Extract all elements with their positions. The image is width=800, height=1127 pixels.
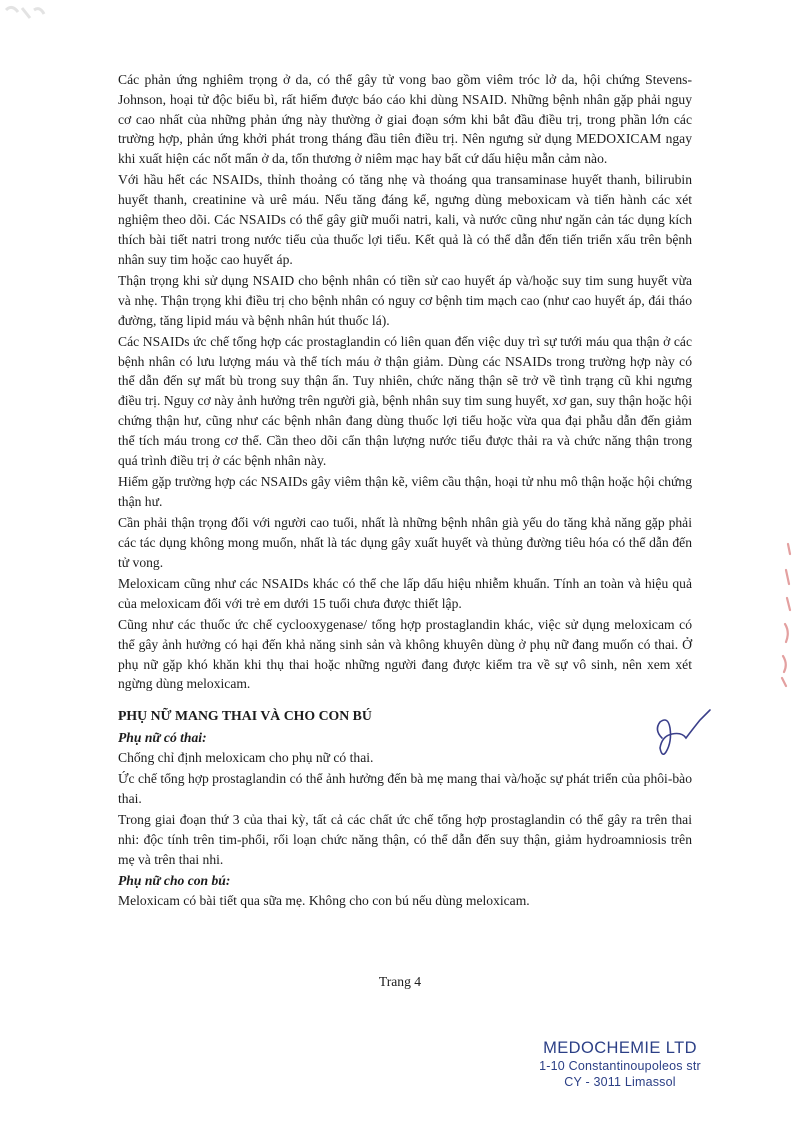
paragraph-skin-reactions: Các phản ứng nghiêm trọng ở da, có thể gây tử vong bao gồm viêm tróc lở da, hội chứng Stevens-Johnson, hoại tử độc biểu bì, rất hiếm được báo cáo khi dùng NSAID. Những bệnh nhân gặp phải nguy cơ cao nhất của những phản ứng này thường ở giai đoạn sớm khi bắt đầu điều trị, trong phần lớn các trường hợp, phản ứng khởi phát trong tháng đầu tiên điều trị. Nên ngưng sử dụng MEDOXICAM ngay khi xuất hiện các nốt mẩn ở da, tổn thương ở niêm mạc hay bất cứ dấu hiệu mẫn cảm nào.	[118, 72, 692, 167]
paragraph-hypertension: Thận trọng khi sử dụng NSAID cho bệnh nhân có tiền sử cao huyết áp và/hoặc suy tim sung huyết vừa và nhẹ. Thận trọng khi điều trị cho bệnh nhân có nguy cơ bệnh tim mạch cao (như cao huyết áp, đái tháo đường, tăng lipid máu và bệnh nhân hút thuốc lá).	[118, 272, 692, 328]
corner-scan-mark	[0, 0, 50, 34]
paragraph-breastfeeding: Meloxicam có bài tiết qua sữa mẹ. Không cho con bú nếu dùng meloxicam.	[118, 892, 530, 908]
paragraph-fertility: Cũng như các thuốc ức chế cyclooxygenase/ tổng hợp prostaglandin khác, việc sử dụng meloxicam có thể gây ảnh hưởng có hại đến khả năng sinh sản và không khuyên dùng ở phụ nữ đang muốn có thai. Ở phụ nữ gặp khó khăn khi thụ thai hoặc những người đang được kiểm tra về sự vô sinh, nên xem xét ngừng dùng meloxicam.	[118, 617, 692, 692]
stamp-address-line2: CY - 3011 Limassol	[564, 1075, 676, 1089]
page-number: Trang 4	[378, 974, 422, 989]
document-body	[118, 70, 692, 912]
margin-stamp-fragment	[770, 540, 796, 690]
subheading-pregnancy: Phụ nữ có thai:	[118, 730, 207, 745]
paragraph-nephritis: Hiếm gặp trường hợp các NSAIDs gây viêm thận kẽ, viêm cầu thận, hoại tử nhu mô thận hoặc hội chứng thận hư.	[118, 473, 692, 509]
handwritten-signature	[648, 708, 714, 760]
paragraph-pregnancy-third-trimester: Trong giai đoạn thứ 3 của thai kỳ, tất cả các chất ức chế tổng hợp prostaglandin có thể gây ra trên thai nhi: độc tính trên tim-phổi, rối loạn chức năng thận, có thể dẫn đến suy thận, giảm hydroamniosis trên mẹ và trên thai nhi.	[118, 812, 692, 867]
section-heading-pregnancy-lactation: PHỤ NỮ MANG THAI VÀ CHO CON BÚ	[118, 708, 372, 724]
paragraph-renal-perfusion: Các NSAIDs ức chế tổng hợp các prostaglandin có liên quan đến việc duy trì sự tưới máu qua thận ở các bệnh nhân có lưu lượng máu và thể tích máu ở thận giảm. Dùng các NSAIDs trong trường hợp này có thể dẫn đến sự mất bù trong suy thận ẩn. Tuy nhiên, chức năng thận sẽ trở về tình trạng cũ khi ngưng điều trị. Nguy cơ này ảnh hưởng trên người già, bệnh nhân suy tim sung huyết, xơ gan, suy thận hoặc hội chứng thận hư, cũng như các bệnh nhân đang dùng thuốc lợi tiểu hoặc vừa qua đại phẫu dẫn đến giảm thể tích máu trong cơ thể. Cần theo dõi cẩn thận lượng nước tiểu được thải ra và chức năng thận trong quá trình điều trị ở các bệnh nhân này.	[118, 333, 692, 468]
paragraph-pregnancy-prostaglandin: Ức chế tổng hợp prostaglandin có thể ảnh hưởng đến bà mẹ mang thai và/hoặc sự phát triển của phôi-bào thai.	[118, 771, 692, 806]
stamp-company-name: MEDOCHEMIE LTD	[543, 1039, 697, 1057]
paragraph-liver-kidney: Với hầu hết các NSAIDs, thỉnh thoảng có tăng nhẹ và thoáng qua transaminase huyết thanh, bilirubin huyết thanh, creatinine và urê máu. Nếu tăng đáng kể, ngưng dùng meboxicam và tiến hành các xét nghiệm theo dõi. Các NSAIDs có thể gây giữ muối natri, kali, và nước cũng như ngăn cản tác dụng kích thích bài tiết natri trong nước tiểu của thuốc lợi tiểu. Kết quả là có thể dẫn đến tiến triển xấu trên bệnh nhân suy tim hoặc cao huyết áp.	[118, 172, 692, 267]
subheading-breastfeeding: Phụ nữ cho con bú:	[118, 873, 231, 889]
paragraph-infection: Meloxicam cũng như các NSAIDs khác có thể che lấp dấu hiệu nhiễm khuẩn. Tính an toàn và hiệu quả của meloxicam đối với trẻ em dưới 15 tuổi chưa được thiết lập.	[118, 575, 692, 611]
stamp-address-line1: 1-10 Constantinoupoleos str	[539, 1059, 701, 1073]
paragraph-elderly: Cần phải thận trọng đối với người cao tuổi, nhất là những bệnh nhân già yếu do tăng khả năng gặp phải các tác dụng không mong muốn, nhất là tác dụng gây xuất huyết và thủng đường tiêu hóa có thể dẫn đến tử vong.	[118, 515, 692, 570]
paragraph-pregnancy-contraindication: Chống chỉ định meloxicam cho phụ nữ có thai.	[118, 749, 374, 765]
company-stamp	[520, 1038, 720, 1090]
